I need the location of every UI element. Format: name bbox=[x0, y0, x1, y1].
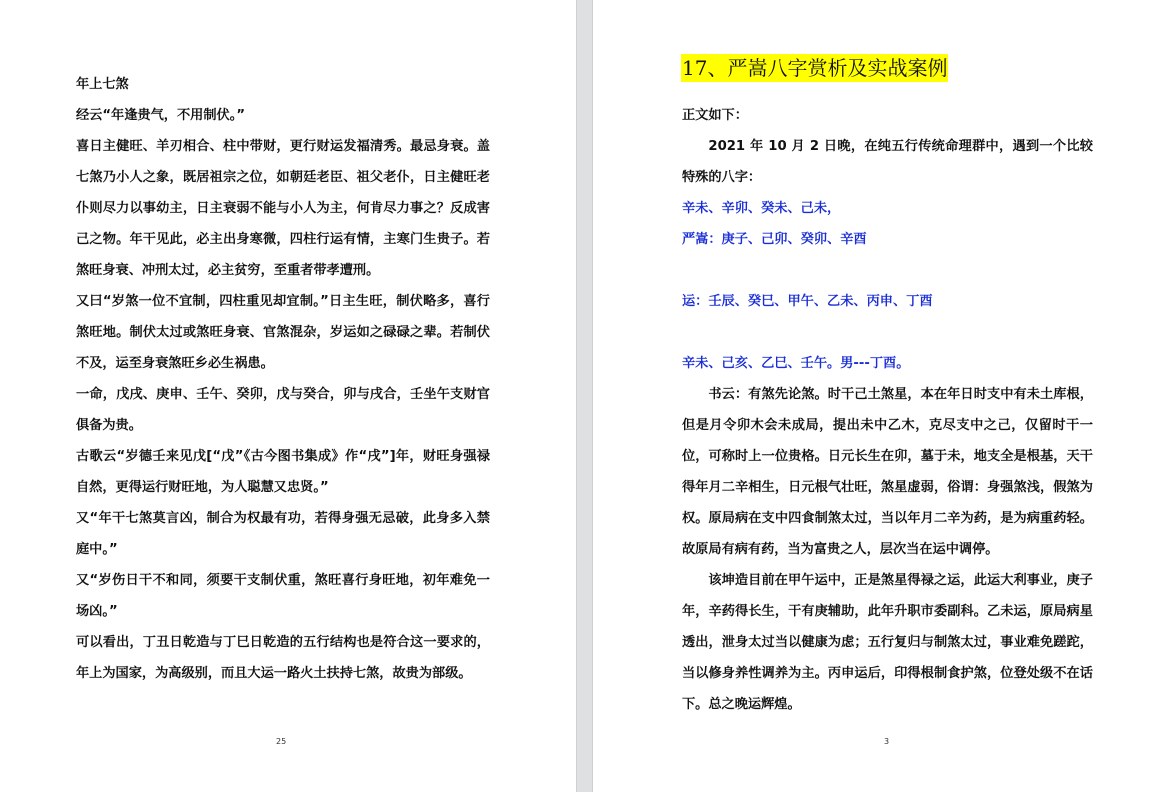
bazi-line: 辛未、辛卯、癸未、己未， bbox=[682, 201, 841, 216]
paragraph: 又“岁伤日干不和同，须要干支制伏重，煞旺喜行身旺地，初年难免一场凶。” bbox=[76, 573, 490, 619]
blank-line bbox=[682, 255, 1093, 286]
right-page-body bbox=[682, 100, 1093, 720]
right-page bbox=[593, 0, 1174, 792]
bazi-line: 运：壬辰、癸巳、甲午、乙未、丙申、丁酉 bbox=[682, 294, 933, 309]
paragraph: 年上七煞 bbox=[76, 77, 129, 92]
paragraph: 该坤造目前在甲午运中，正是煞星得禄之运，此运大利事业，庚子年，辛药得长生，干有庚辅助，此年升职市委副科。乙未运，原局病星透出，泄身太过当以健康为虑；五行复归与制煞太过，事业难免蹉跎，当以修身养性调养为主。丙申运后，印得根制食护煞，位登处级不在话下。总之晚运辉煌。 bbox=[682, 573, 1093, 712]
left-page-body bbox=[76, 69, 490, 689]
bazi-line: 严嵩：庚子、己卯、癸卯、辛酉 bbox=[682, 232, 867, 247]
page-number: 3 bbox=[884, 737, 890, 746]
paragraph: 又“年干七煞莫言凶，制合为权最有功，若得身强无忌破，此身多入禁庭中。” bbox=[76, 511, 490, 557]
paragraph: 经云“年逢贵气，不用制伏。” bbox=[76, 108, 245, 123]
left-page bbox=[0, 0, 576, 792]
paragraph: 一命，戊戌、庚申、壬午、癸卯，戊与癸合，卯与戌合，壬坐午支财官俱备为贵。 bbox=[76, 387, 490, 433]
paragraph: 书云：有煞先论煞。时干己土煞星，本在年日时支中有未土库根，但是月令卯木会未成局，提出未中乙木，克尽支中之己，仅留时干一位，可称时上一位贵格。日元长生在卯，墓于未，地支全是根基，天干得年月二辛相生，日元根气壮旺，煞星虚弱，俗谓：身强煞浅，假煞为权。原局病在支中四食制煞太过，当以年月二辛为药，是为病重药轻。故原局有病有药，当为富贵之人，层次当在运中调停。 bbox=[682, 387, 1093, 557]
paragraph: 可以看出，丁丑日乾造与丁巳日乾造的五行结构也是符合这一要求的，年上为国家，为高级别，而且大运一路火土扶持七煞，故贵为部级。 bbox=[76, 635, 490, 681]
paragraph: 古歌云“岁德壬来见戊[“戊”《古今图书集成》作“戌”]年，财旺身强禄自然，更得运行财旺地，为人聪慧又忠贤。” bbox=[76, 449, 490, 495]
paragraph: 喜日主健旺、羊刃相合、柱中带财，更行财运发福清秀。最忌身衰。盖七煞乃小人之象，既居祖宗之位，如朝廷老臣、祖父老仆，日主健旺老仆则尽力以事幼主，日主衰弱不能与小人为主，何肯尽力事之？反成害己之物。年干见此，必主出身寒微，四柱行运有情，主寒门生贵子。若煞旺身衰、冲刑太过，必主贫穷，至重者带孝遭刑。 bbox=[76, 139, 490, 278]
paragraph: 又曰“岁煞一位不宜制，四柱重见却宜制。”日主生旺，制伏略多，喜行煞旺地。制伏太过或煞旺身衰、官煞混杂，岁运如之碌碌之辈。若制伏不及，运至身衰煞旺乡必生祸患。 bbox=[76, 294, 490, 371]
blank-line bbox=[682, 317, 1093, 348]
page-gutter bbox=[576, 0, 593, 792]
bazi-line: 辛未、己亥、乙巳、壬午。男---丁酉。 bbox=[682, 356, 910, 371]
section-heading: 17、严嵩八字赏析及实战案例 bbox=[682, 56, 948, 80]
page-number: 25 bbox=[276, 737, 287, 746]
paragraph: 2021 年 10 月 2 日晚，在纯五行传统命理群中，遇到一个比较特殊的八字： bbox=[682, 139, 1093, 185]
intro-line: 正文如下： bbox=[682, 108, 748, 123]
